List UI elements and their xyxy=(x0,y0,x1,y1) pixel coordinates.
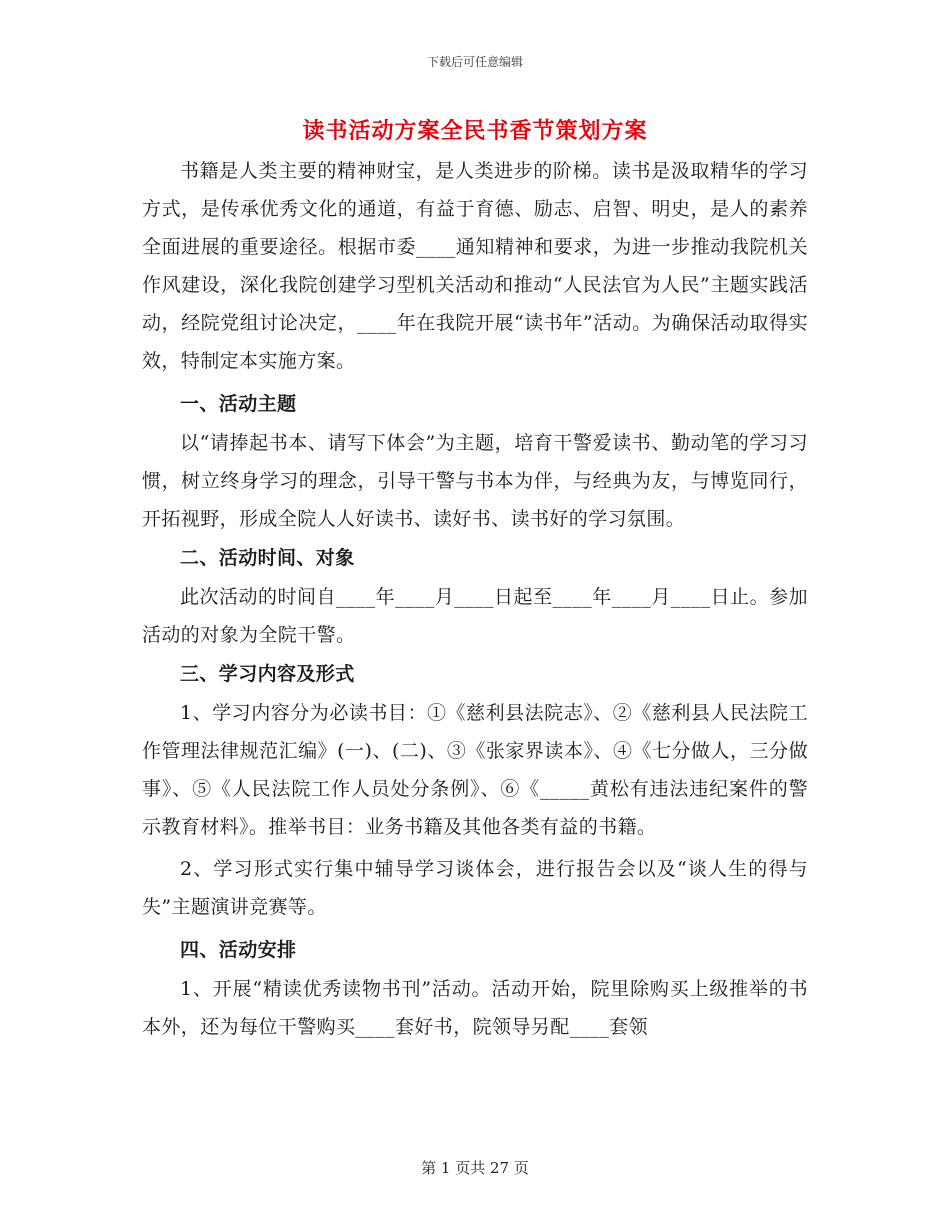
section-heading-content: 三、学习内容及形式 xyxy=(180,663,355,685)
schedule-paragraph-1: 1、开展“精读优秀读物书刊”活动。活动开始，院里除购买上级推举的书本外，还为每位干警购买____套好书，院领导另配____套领 xyxy=(142,978,808,1038)
document-body xyxy=(142,152,808,1046)
document-title: 读书活动方案全民书香节策划方案 xyxy=(302,118,648,144)
content-paragraph-2: 2、学习形式实行集中辅导学习谈体会，进行报告会以及“谈人生的得与失”主题演讲竞赛等。 xyxy=(142,858,808,918)
content-paragraph-1: 1、学习内容分为必读书目：①《慈利县法院志》、②《慈利县人民法院工作管理法律规范汇编》(一)、(二)、③《张家界读本》、④《七分做人，三分做事》、⑤《人民法院工作人员处分条例》、⑥《_____黄松有违法违纪案件的警示教育材料》。推举书目：业务书籍及其他各类有益的书籍。 xyxy=(142,702,808,838)
section-heading-theme: 一、活动主题 xyxy=(180,393,297,415)
theme-paragraph: 以“请捧起书本、请写下体会”为主题，培育干警爱读书、勤动笔的学习习惯，树立终身学习的理念，引导干警与书本为伴，与经典为友，与博览同行，开拓视野，形成全院人人好读书、读好书、读书好的学习氛围。 xyxy=(142,432,808,530)
page-number: 第 1 页共 27 页 xyxy=(421,1159,529,1177)
header-note: 下载后可任意编辑 xyxy=(426,55,523,69)
section-heading-schedule: 四、活动安排 xyxy=(180,939,297,961)
section-heading-time: 二、活动时间、对象 xyxy=(180,547,355,569)
time-paragraph: 此次活动的时间自____年____月____日起至____年____月____日止。参加活动的对象为全院干警。 xyxy=(142,586,808,646)
intro-paragraph: 书籍是人类主要的精神财宝，是人类进步的阶梯。读书是汲取精华的学习方式，是传承优秀文化的通道，有益于育德、励志、启智、明史，是人的素养全面进展的重要途径。根据市委____通知精神和要求，为进一步推动我院机关作风建设，深化我院创建学习型机关活动和推动“人民法官为人民”主题实践活动，经院党组讨论决定，____年在我院开展“读书年”活动。为确保活动取得实效，特制定本实施方案。 xyxy=(142,160,808,372)
